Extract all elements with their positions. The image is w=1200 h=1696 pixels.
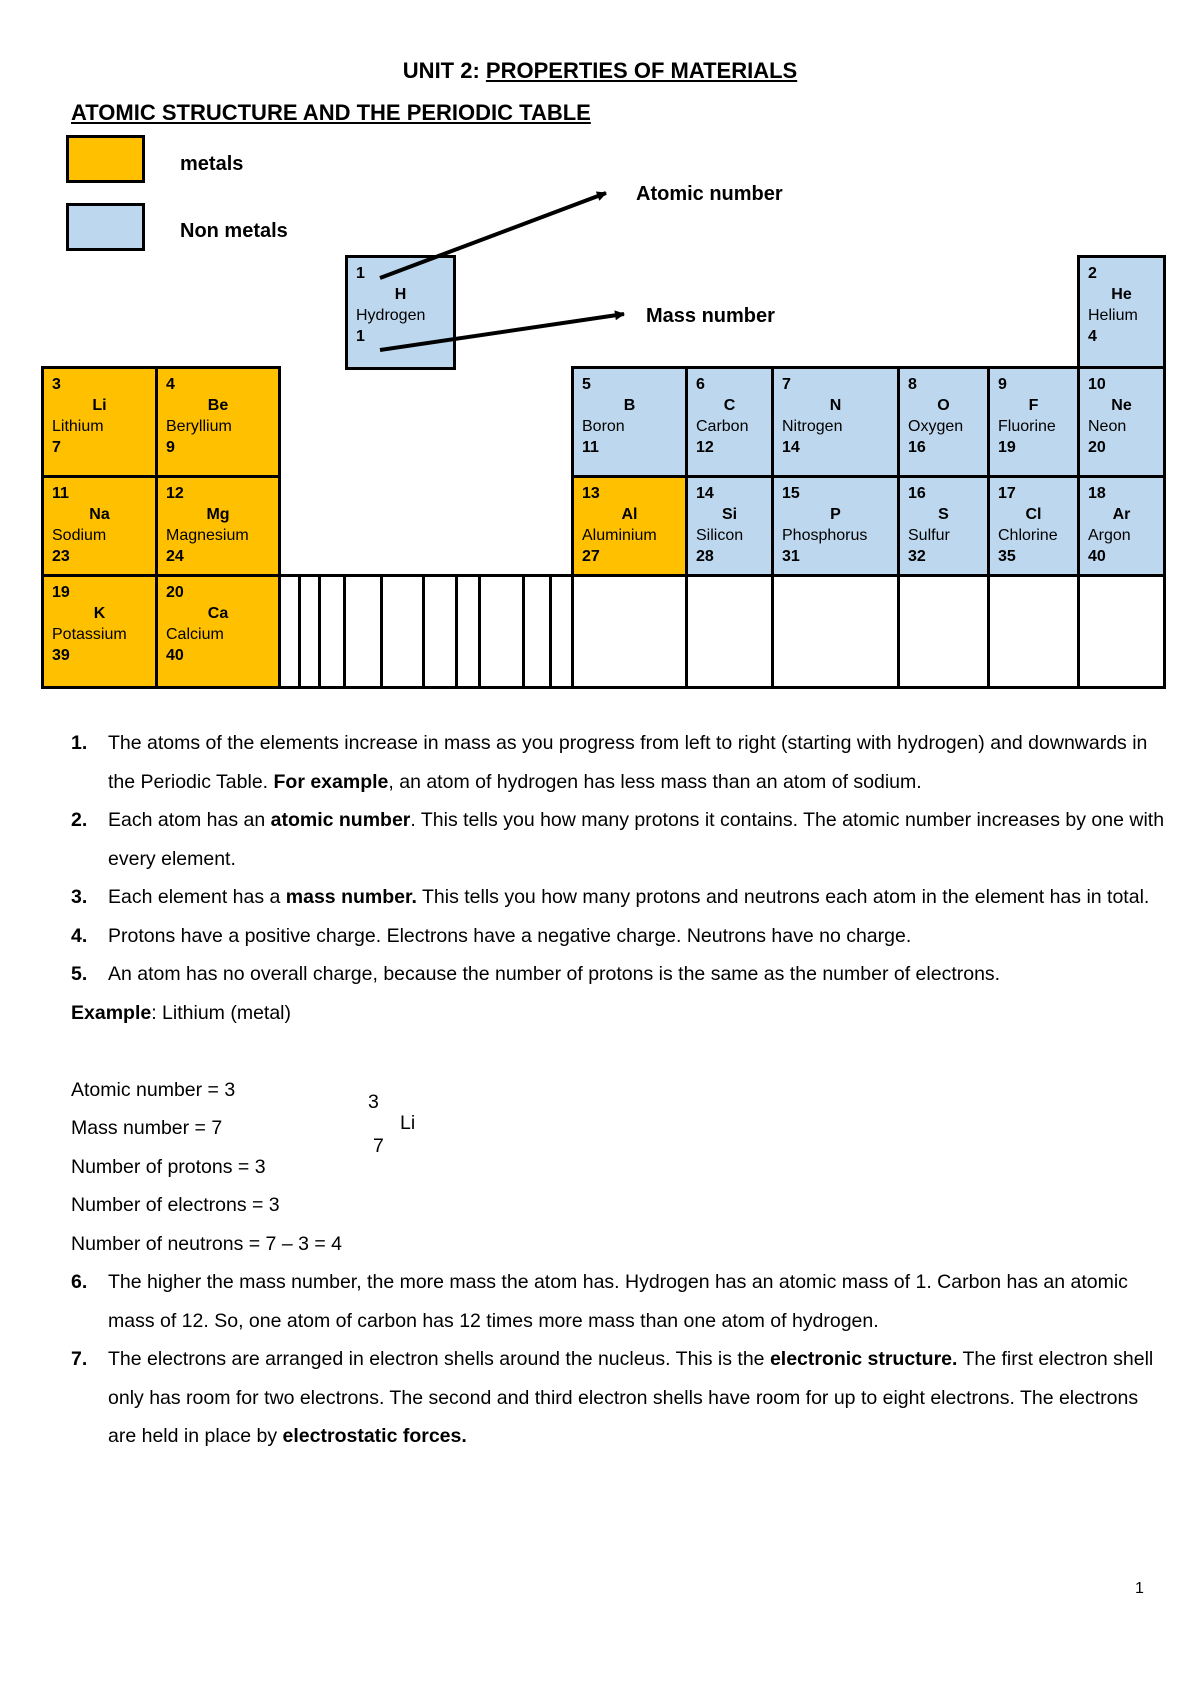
facts-list-2 — [71, 1263, 1171, 1456]
element-symbol: Li — [92, 397, 107, 414]
fact-number: 7. — [71, 1348, 88, 1370]
element-symbol: H — [394, 286, 407, 303]
mass-number: 9 — [166, 439, 175, 456]
notation-symbol: Li — [400, 1112, 416, 1134]
notation-bottom: 7 — [373, 1135, 384, 1157]
element-symbol: Cl — [1025, 506, 1042, 523]
unit-label: UNIT 2: — [402, 58, 480, 83]
element-name: Neon — [1088, 418, 1127, 435]
element-symbol: Si — [721, 506, 738, 523]
atomic-number: 10 — [1088, 376, 1106, 393]
fact-number: 3. — [71, 886, 88, 908]
element-name: Oxygen — [908, 418, 964, 435]
section-title: ATOMIC STRUCTURE AND THE PERIODIC TABLE — [71, 100, 591, 125]
element-symbol: Ne — [1111, 397, 1132, 414]
empty-cell — [380, 574, 425, 689]
mass-number: 40 — [1088, 548, 1106, 565]
element-name: Silicon — [696, 527, 744, 544]
atomic-number: 15 — [782, 485, 800, 502]
fact-item — [71, 955, 1171, 994]
atomic-number: 17 — [998, 485, 1016, 502]
mass-number: 16 — [908, 439, 926, 456]
fact-item — [71, 917, 1171, 956]
atomic-number: 5 — [582, 376, 591, 393]
element-symbol: S — [938, 506, 949, 523]
element-symbol: Al — [621, 506, 638, 523]
mass-number: 35 — [998, 548, 1016, 565]
mass-number: 40 — [166, 647, 184, 664]
atomic-number: 11 — [52, 485, 69, 502]
mass-number: 32 — [908, 548, 926, 565]
element-symbol: Ca — [207, 605, 229, 622]
example-lines — [71, 1032, 1171, 1263]
example-rest: : Lithium (metal) — [151, 1001, 292, 1024]
mass-number: 20 — [1088, 439, 1106, 456]
atomic-number: 14 — [696, 485, 714, 502]
example-line: Number of protons = 3 — [71, 1155, 266, 1178]
empty-cell — [685, 574, 774, 689]
fact-text: Each atom has an — [108, 809, 271, 831]
fact-text: The first electron shell only has room for two electrons. The second and third electron shells have room for up to eight electrons. The electrons are held in place by — [108, 1348, 1154, 1447]
fact-text: Protons have a positive charge. Electrons have a negative charge. Neutrons have no charge. — [108, 924, 912, 947]
element-cell-sodium — [41, 475, 158, 577]
empty-cell — [522, 574, 552, 689]
fact-number: 5. — [71, 963, 88, 985]
fact-text: Each element has a — [108, 886, 286, 908]
element-name: Magnesium — [166, 527, 249, 544]
element-name: Beryllium — [166, 418, 232, 435]
unit-title: PROPERTIES OF MATERIALS — [485, 58, 798, 83]
atomic-number: 16 — [908, 485, 926, 502]
example-heading — [71, 994, 1171, 1033]
atomic-number: 19 — [52, 584, 70, 601]
element-cell-calcium — [155, 574, 281, 689]
atomic-number: 3 — [52, 376, 61, 393]
atomic-number-arrow — [380, 193, 606, 278]
empty-cell — [897, 574, 990, 689]
notation-spacer — [71, 1032, 1171, 1071]
element-name: Argon — [1088, 527, 1131, 544]
mass-number: 1 — [356, 328, 365, 345]
facts-section — [71, 724, 1171, 1456]
example-label: Example — [71, 1001, 152, 1024]
element-name: Sodium — [52, 527, 107, 544]
mass-number: 27 — [582, 548, 600, 565]
mass-number: 19 — [998, 439, 1016, 456]
atomic-number: 6 — [696, 376, 705, 393]
fact-emphasis: atomic number — [270, 809, 411, 831]
empty-cell — [1077, 574, 1166, 689]
element-cell-magnesium — [155, 475, 281, 577]
element-cell-potassium — [41, 574, 158, 689]
element-name: Carbon — [696, 418, 749, 435]
element-symbol: O — [937, 397, 950, 414]
mass-number-arrow — [380, 314, 624, 350]
fact-emphasis: electronic structure. — [769, 1348, 958, 1370]
fact-emphasis: For example — [273, 770, 389, 793]
example-line: Number of electrons = 3 — [71, 1194, 280, 1216]
empty-cell — [771, 574, 900, 689]
element-symbol: N — [829, 397, 842, 414]
fact-item — [71, 1340, 1171, 1456]
fact-text: The electrons are arranged in electron shells around the nucleus. This is the — [108, 1348, 770, 1370]
atomic-number: 1 — [356, 265, 365, 282]
fact-number: 6. — [71, 1271, 88, 1293]
element-cell-sulfur — [897, 475, 990, 577]
fact-item — [71, 724, 1171, 801]
empty-cell — [318, 574, 346, 689]
fact-number: 1. — [71, 732, 88, 754]
fact-item — [71, 1263, 1171, 1340]
element-name: Chlorine — [998, 527, 1058, 544]
fact-item — [71, 878, 1171, 917]
mass-number: 4 — [1088, 328, 1097, 345]
element-name: Sulfur — [908, 527, 950, 544]
element-name: Aluminium — [582, 527, 657, 544]
empty-cell — [478, 574, 525, 689]
element-symbol: K — [93, 605, 106, 622]
element-symbol: B — [623, 397, 636, 414]
notation-top: 3 — [368, 1091, 379, 1113]
fact-text: An atom has no overall charge, because the number of protons is the same as the number of electrons. — [108, 963, 1001, 985]
element-cell-argon — [1077, 475, 1166, 577]
example-line: Atomic number = 3 — [71, 1078, 236, 1101]
atomic-number: 2 — [1088, 265, 1097, 282]
mass-number: 24 — [166, 548, 184, 565]
fact-number: 2. — [71, 809, 88, 831]
mass-number: 7 — [52, 439, 61, 456]
atomic-number: 18 — [1088, 485, 1106, 502]
fact-item — [71, 801, 1171, 878]
mass-number: 31 — [782, 548, 800, 565]
fact-text: , an atom of hydrogen has less mass than an atom of sodium. — [388, 770, 922, 793]
element-cell-phosphorus — [771, 475, 900, 577]
mass-number: 11 — [582, 439, 599, 456]
atomic-number: 8 — [908, 376, 917, 393]
element-symbol: Na — [89, 506, 110, 523]
element-symbol: P — [830, 506, 841, 523]
element-name: Phosphorus — [782, 527, 868, 544]
example-line: Number of neutrons = 7 – 3 = 4 — [71, 1232, 343, 1255]
mass-number: 28 — [696, 548, 714, 565]
mass-number-label: Mass number — [646, 305, 775, 327]
example-line: Mass number = 7 — [71, 1117, 223, 1139]
empty-cell — [422, 574, 458, 689]
fact-emphasis: mass number. — [285, 886, 417, 908]
fact-text: . This tells you how many protons it contains. The atomic number increases by one with every element. — [108, 809, 1165, 870]
mass-number: 23 — [52, 548, 70, 565]
empty-cell — [343, 574, 383, 689]
page-number: 1 — [1135, 1580, 1144, 1597]
element-symbol: He — [1111, 286, 1132, 303]
mass-number: 14 — [782, 439, 800, 456]
empty-cell — [571, 574, 688, 689]
fact-emphasis: electrostatic forces. — [282, 1425, 467, 1447]
element-symbol: Ar — [1112, 506, 1131, 523]
element-name: Potassium — [52, 626, 127, 643]
empty-cell — [987, 574, 1080, 689]
element-name: Fluorine — [998, 418, 1056, 435]
fact-text: The atoms of the elements increase in mass as you progress from left to right (starting with hydrogen) and downwards in the Periodic Table. — [108, 732, 1148, 793]
facts-list — [71, 724, 1171, 994]
atomic-number: 4 — [166, 376, 175, 393]
element-symbol: Mg — [206, 506, 230, 523]
element-symbol: F — [1028, 397, 1039, 414]
element-cell-chlorine — [987, 475, 1080, 577]
element-name: Boron — [582, 418, 625, 435]
atomic-number: 9 — [998, 376, 1007, 393]
element-name: Calcium — [166, 626, 224, 643]
element-name: Helium — [1088, 307, 1138, 324]
fact-number: 4. — [71, 924, 88, 947]
arrows-overlay — [0, 0, 1200, 420]
mass-number: 39 — [52, 647, 70, 664]
element-name: Hydrogen — [356, 307, 426, 324]
mass-number: 12 — [696, 439, 714, 456]
atomic-number: 20 — [166, 584, 184, 601]
fact-text: This tells you how many protons and neutrons each atom in the element has in total. — [416, 886, 1150, 908]
element-name: Lithium — [52, 418, 104, 435]
fact-text: The higher the mass number, the more mass the atom has. Hydrogen has an atomic mass of 1. Carbon has an atomic mass of 12. So, one atom of carbon has 12 times more mass than one atom of hydrogen. — [108, 1271, 1128, 1332]
atomic-number: 7 — [782, 376, 791, 393]
legend-metal-label: metals — [180, 153, 244, 175]
legend-nonmetal-label: Non metals — [180, 220, 288, 242]
element-name: Nitrogen — [782, 418, 843, 435]
element-cell-aluminium — [571, 475, 688, 577]
atomic-number: 13 — [582, 485, 600, 502]
element-cell-silicon — [685, 475, 774, 577]
element-symbol: C — [723, 397, 736, 414]
element-symbol: Be — [207, 397, 229, 414]
atomic-number-label: Atomic number — [636, 183, 783, 205]
atomic-number: 12 — [166, 485, 184, 502]
